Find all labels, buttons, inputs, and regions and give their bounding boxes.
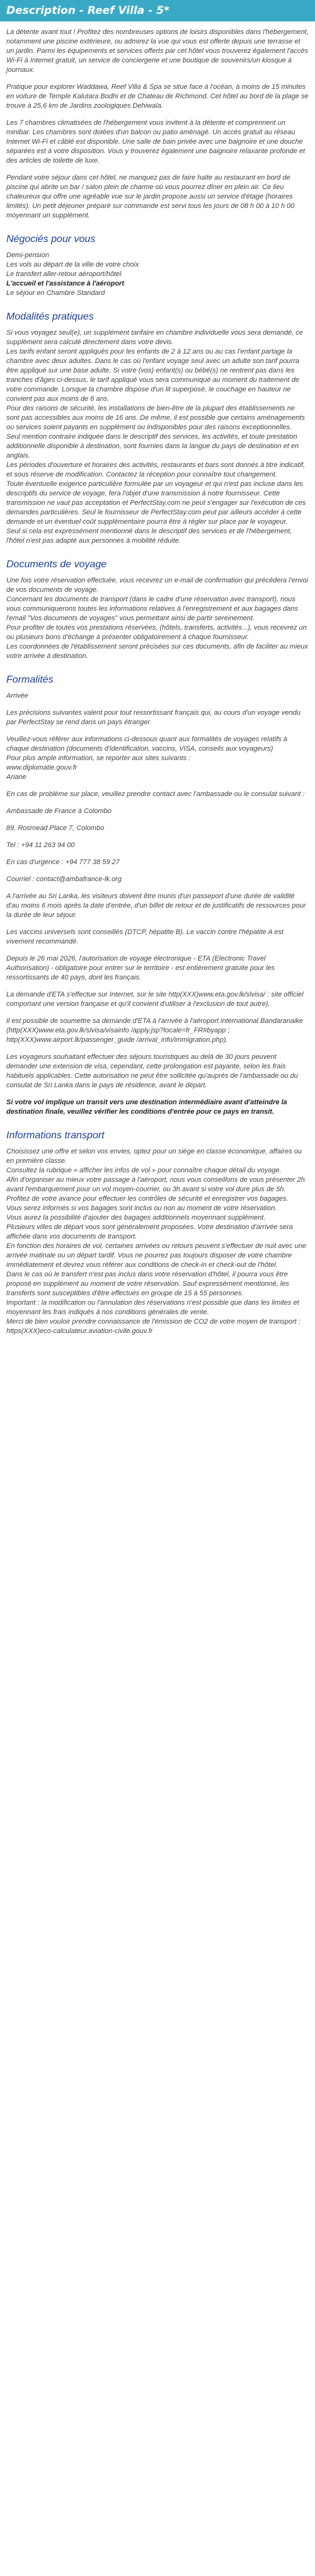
page-title: Description - Reef Villa - 5* — [6, 4, 169, 17]
intro-paragraph: Les 7 chambres climatisées de l'hébergement vous invitent à la détente et comprennent un minibar. Les chambres sont dotées d'un balcon ou patio aménagé. Un accès gratuit au réseau Internet Wi-Fi et câblé est disponible. Une salle de bain privée avec une baignoire et une douche séparées est à votre disposition. Vous y trouverez également une baignoire relaxante profonde et des articles de toilette de luxe. — [6, 119, 306, 165]
ariane-site-link[interactable]: Ariane — [6, 773, 26, 781]
embassy-urgence: En cas d'urgence : +94 777 38 59 27 — [6, 858, 120, 866]
formalites-paragraph: A l'arrivée au Sri Lanka, les visiteurs doivent être munis d'un passeport d'une durée de validité d'au moins 6 mois après la date d'entrée, d'un billet de retour et de justificatifs de ressources pour la durée de leur séjour. — [6, 892, 306, 919]
transport-paragraph: Afin d'organiser au mieux votre passage à l'aéroport, nous vous conseillons de vous présenter 2h avant l'embarquement pour un vol moyen-courrier, ou 3h avant si votre vol dure plus de 5h. Profitez de votre avance pour effectuer les contrôles de sécurité et enregistrer vos bagages. — [6, 1176, 305, 1203]
transport-paragraph: Choisissez une offre et selon vos envies, optez pour un siège en classe économique, affaires ou en première classe. — [6, 1148, 302, 1165]
negocies-list — [6, 251, 309, 298]
section-heading-transport: Informations transport — [6, 1130, 105, 1141]
formalites-paragraph: En cas de problème sur place, veuillez prendre contact avec l'ambassade ou le consulat suivant : — [6, 790, 305, 798]
diplomatie-site-link[interactable]: www.diplomatie.gouv.fr — [6, 764, 77, 771]
embassy-courriel: Courriel : contact@ambafrance-lk.org — [6, 875, 122, 883]
formalites-paragraph: La demande d'ETA s'effectue sur Internet, sur le site http(XXX)www.eta.gov.lk/slvisa/ : site officiel comportant une version française et qu'il convient d'utiliser à l'exclusion de tout autre). — [6, 991, 304, 1008]
negocies-item: Le séjour en Chambre Standard — [6, 289, 105, 297]
embassy-name: Ambassade de France à Colombo — [6, 807, 112, 815]
negocies-item: L'accueil et l'assistance à l'aéroport — [6, 280, 124, 287]
diplomatie-link[interactable] — [6, 763, 309, 773]
modalites-paragraph: Pour des raisons de sécurité, les installations de bien-être de la plupart des établissements ne sont pas accessibles aux moins de 16 ans. De même, il est possible que certains aménagements ou services soient payants en supplément ou indisponibles pour des raisons exceptionnelles. — [6, 405, 305, 431]
embassy-address: 89, Rosmead Place 7, Colombo — [6, 824, 105, 832]
formalites-paragraph: Les précisions suivantes valent pour tout ressortissant français qui, au cours d'un voyage vendu par PerfectStay se rend dans un pays étranger. — [6, 709, 301, 726]
documents-paragraph: Pour profiter de toutes vos prestations réservées, (hôtels, transferts, activités...), vous recevrez un ou plusieurs bons d'échange à présenter obligatoirement à chaque fournisseur. — [6, 624, 307, 641]
page-header — [0, 0, 315, 21]
transport-paragraph: Important : la modification ou l'annulation des réservations n'est possible que dans les limites et moyennant les frais indiqués à nos conditions générales de vente. — [6, 1299, 299, 1316]
transport-paragraph: Dans le cas où le transfert n'est pas inclus dans votre réservation d'hôtel, il pourra vous être proposé en supplément au moment de votre réservation. Sauf expressément mentionné, les transferts sont susceptibles d'être effectués en groupe de 15 à 55 personnes. — [6, 1271, 289, 1297]
transport-paragraph: En fonction des horaires de vol, certaines arrivées ou retours peuvent s'effectuer de nuit avec une arrivée matinale ou un départ tardif. Vous ne pourrez pas toujours disposer de votre chambre immédiatement et devrez vous référer aux conditions de check-in et check-out de l'hôtel. — [6, 1242, 306, 1269]
modalites-paragraph: Si vous voyagez seul(e), un supplément tarifaire en chambre individuelle vous sera demandé, ce supplément sera calculé directement dans votre devis. — [6, 329, 303, 346]
modalites-paragraph: Les tarifs enfant seront appliqués pour les enfants de 2 à 12 ans ou au cas l'enfant partage la chambre avec deux adultes. Dans le cas où l'enfant voyage seul avec un adulte son tarif pourra être appliqué sur une base adulte. Si votre (vos) enfant(s) ou bébé(s) ne rentrent pas dans les tranches d'âges ci-dessus, le tarif appliqué vous sera communiqué au moment du traitement de votre commande. Lorsque la chambre dispose d'un lit superposé, le couchage en hauteur ne convient pas aux moins de 6 ans. — [6, 348, 299, 403]
formalites-paragraph: Les voyageurs souhaitant effectuer des séjours touristiques au delà de 30 jours peuvent demander une extension de visa, cependant, cette prolongation est payante, selon les frais habituels applicables. Cette autorisation ne peut être sollicitée qu'auprès de l'ambassade ou du consulat de Sri Lanka dans le pays de résidence, avant le départ. — [6, 1053, 298, 1089]
modalites-paragraph: Les périodes d'ouverture et horaires des activités, restaurants et bars sont donnés à titre indicatif, et sous réserve de modification. Contactez la réception pour connaître tout changement. — [6, 461, 306, 478]
negocies-item: Le transfert aller-retour aéroport/hôtel — [6, 270, 122, 278]
description-content — [0, 28, 315, 1336]
documents-paragraph: Une fois votre réservation effectuée, vous recevrez un e-mail de confirmation qui précédera l'envoi de vos documents de voyage. — [6, 577, 309, 594]
modalites-paragraph: Toute éventuelle exigence particulière formulée par un voyageur et qui n'est pas incluse dans les descriptifs du service de voyage, fera l'objet d'une transmission à notre fournisseur. Cette transmission ne vaut pas acceptation et PerfectStay.com ne peut s'engager sur l'exécution de ces demandes particulières. Seul le fournisseur de PerfectStay.com peut par ailleurs accéder à cette demande et un éventuel coût supplémentaire pourra être à régler sur place par le voyageur. — [6, 480, 306, 526]
transport-paragraph: Plusieurs villes de départ vous sont généralement proposées. Votre destination d'arrivée sera affichée dans vos documents de transport. — [6, 1223, 293, 1240]
modalites-paragraph: Seul mention contraire indiquée dans le descriptif des services, les activités, et toute prestation additionnelle disponible à destination, sont fournies dans la langue du pays de destination et en anglais. — [6, 433, 299, 459]
section-heading-modalites: Modalités pratiques — [6, 311, 94, 322]
intro-paragraph: Pratique pour explorer Waddawa, Reef Villa & Spa se situe face à l'océan, à moins de 15 minutes en voiture de Temple Kalutara Bodhi et de Chateau de Richmond. Cet hôtel au bord de la plage se trouve à 25,6 km de Jardins zoologiques Dehiwala. — [6, 83, 309, 110]
formalites-paragraph: Il est possible de soumettre sa demande d'ETA à l'arrivée à l'aéroport international Bandaranaike (http(XXX)www.eta.gov.lk/slvisa/visainfo /apply.jsp?locale=fr_FR#byapp ; http(XXX)www.airport.lk/passenger_guide /arrival_info/immigration.php). — [6, 1017, 304, 1044]
section-heading-documents: Documents de voyage — [6, 559, 107, 570]
documents-paragraph: Les coordonnées de l'établissement seront précisées sur ces documents, afin de faciliter au mieux votre arrivée à destination. — [6, 643, 309, 660]
formalites-paragraph: Depuis le 26 mai 2026, l'autorisation de voyage électronique - ETA (Electronic Travel Authorisation) - obligatoire pour entrer sur le territoire - est entièrement gratuite pour les ressortissants de 40 pays, dont les français. — [6, 955, 275, 981]
transport-paragraph: Vous aurez la possibilité d'ajouter des bagages additionnels moyennant supplément. — [6, 1214, 266, 1222]
formalites-transit-warning: Si votre vol implique un transit vers une destination intermédiaire avant d'atteindre la destination finale, veuillez vérifier les conditions d'entrée pour ce pays en transit. — [6, 1099, 287, 1116]
formalites-paragraph: Les vaccins universels sont conseillés (DTCP, hépatite B). Le vaccin contre l'hépatite A est vivement recommandé. — [6, 928, 284, 945]
embassy-tel: Tel : +94 11 263 94 00 — [6, 841, 75, 849]
formalites-paragraph: Veuillez-vous référer aux informations ci-dessous quant aux formalités de voyages relatifs à chaque destination (documents d'identification, vaccins, VISA, conseils aux voyageurs) — [6, 736, 287, 753]
transport-paragraph: Consultez la rubrique « afficher les infos de vol » pour connaître chaque détail du voyage. — [6, 1167, 282, 1174]
intro-paragraph: Pendant votre séjour dans cet hôtel, ne manquez pas de faire halte au restaurant en bord de piscine qui abrite un bar / salon plein de charme où vous pourrez dîner en plein air. Ce lieu chaleureux qui offre une agréable vue sur le jardin propose aussi un service d'étage (horaires limités). Un petit déjeuner préparé sur commande est servi tous les jours de 08 h 00 à 10 h 00 moyennant un supplément. — [6, 174, 295, 219]
documents-paragraph: Concernant les documents de transport (dans le cadre d'une réservation avec transport), nous vous communiquerons toutes les informations relatives à l'enregistrement et aux bagages dans l'email "Vos documents de voyages" vous permettant ainsi de partir sereinement. — [6, 596, 299, 622]
ariane-link[interactable] — [6, 773, 309, 782]
transport-paragraph: Vous serez informés si vos bagages sont inclus ou non au moment de votre réservation. — [6, 1204, 277, 1212]
formalites-arrivee-label: Arrivée — [6, 692, 28, 700]
transport-paragraph: Merci de bien vouloir prendre connaissance de l'émission de CO2 de votre moyen de transport : https(XXX)eco-calculateur.aviation-civile.gouv.fr — [6, 1318, 301, 1335]
negocies-item: Demi-pension — [6, 251, 49, 259]
formalites-paragraph: Pour plus ample information, se reporter aux sites suivants : — [6, 754, 191, 762]
section-heading-formalites: Formalités — [6, 674, 54, 685]
negocies-item: Les vols au départ de la ville de votre choix — [6, 261, 139, 269]
section-heading-negocies: Négociés pour vous — [6, 234, 96, 245]
modalites-paragraph: Seul si cela est expressément mentionné dans le descriptif des services et de l'hébergement, l'hôtel n'est pas adapté aux personnes à mobilité réduite. — [6, 528, 292, 545]
intro-paragraph: La détente avant tout ! Profitez des nombreuses options de loisirs disponibles dans l'hébergement, notamment une piscine extérieure, ou admirez la vue qui vous est offerte depuis une terrasse et un jardin. Parmi les équipements et services offerts par cet hôtel vous trouverez également l'accès Wi-Fi à Internet gratuit, un service de conciergerie et une boutique de souvenirs/un kiosque à journaux. — [6, 28, 309, 74]
